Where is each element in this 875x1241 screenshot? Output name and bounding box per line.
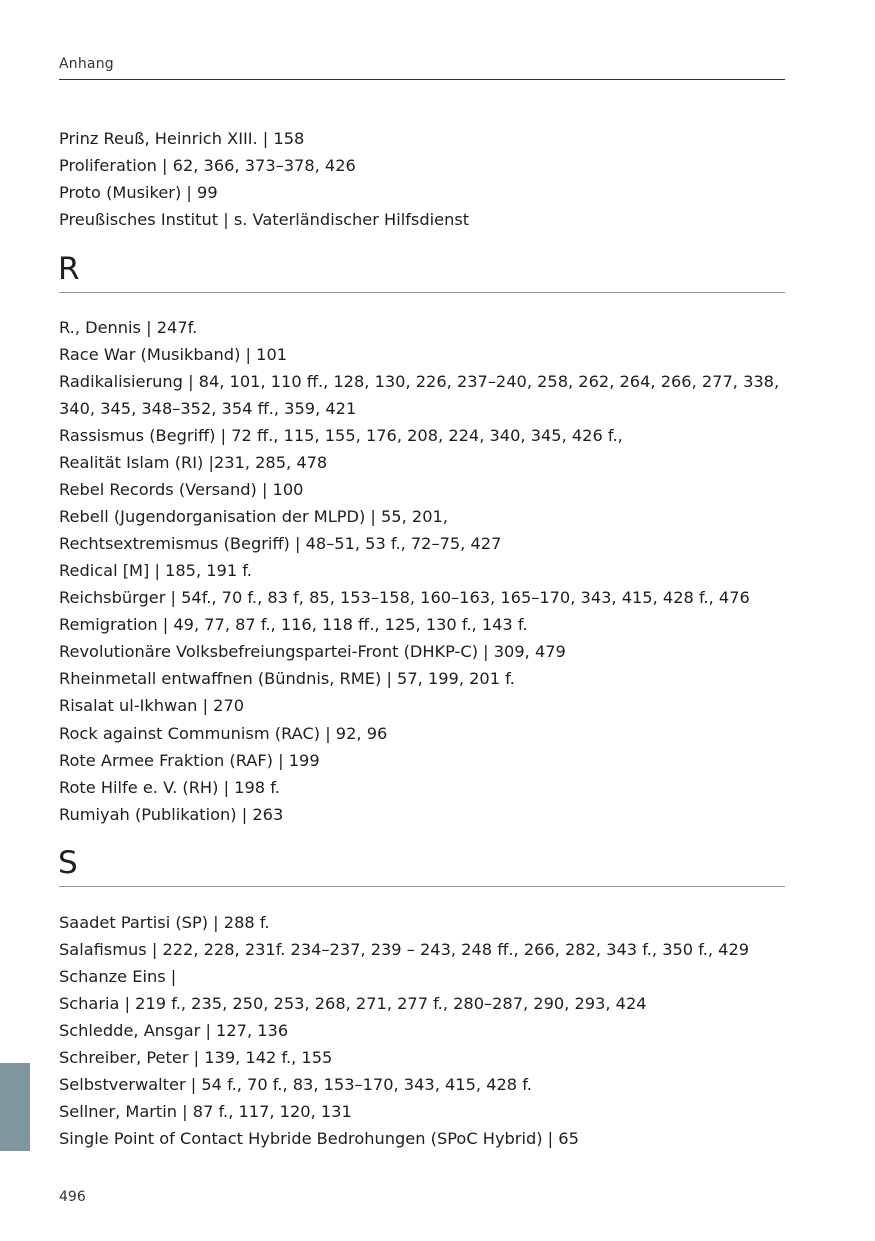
section-rule-s — [59, 886, 785, 887]
index-entry: Rote Armee Fraktion (RAF) | 199 — [59, 751, 320, 770]
section-letter-s: S — [58, 845, 78, 881]
index-entry: R., Dennis | 247f. — [59, 318, 198, 337]
section-letter-r: R — [58, 251, 80, 287]
page-number: 496 — [59, 1189, 86, 1205]
index-entry: Rebell (Jugendorganisation der MLPD) | 55, 201, — [59, 507, 448, 526]
index-entry: Race War (Musikband) | 101 — [59, 345, 288, 364]
index-entry: Rechtsextremismus (Begriff) | 48–51, 53 f., 72–75, 427 — [59, 534, 502, 553]
index-entry: Proto (Musiker) | 99 — [59, 183, 218, 202]
index-entry: Preußisches Institut | s. Vaterländischer Hilfsdienst — [59, 210, 470, 229]
index-entry: Risalat ul-Ikhwan | 270 — [59, 696, 245, 715]
index-entry: Single Point of Contact Hybride Bedrohungen (SPoC Hybrid) | 65 — [59, 1129, 579, 1148]
running-head: Anhang — [59, 56, 114, 72]
header-rule — [59, 79, 785, 80]
section-rule-r — [59, 292, 785, 293]
index-entry: Remigration | 49, 77, 87 f., 116, 118 ff., 125, 130 f., 143 f. — [59, 615, 528, 634]
index-entry: Rock against Communism (RAC) | 92, 96 — [59, 724, 388, 743]
index-entry: Schledde, Ansgar | 127, 136 — [59, 1021, 289, 1040]
index-entry: Rassismus (Begriff) | 72 ff., 115, 155, 176, 208, 224, 340, 345, 426 f., — [59, 426, 623, 445]
index-entry: Sellner, Martin | 87 f., 117, 120, 131 — [59, 1102, 352, 1121]
index-entry: Prinz Reuß, Heinrich XIII. | 158 — [59, 129, 305, 148]
index-entry: Radikalisierung | 84, 101, 110 ff., 128, 130, 226, 237–240, 258, 262, 264, 266, 277, 338, 340, 345, 348–352, 354 ff., 359, 421 — [59, 372, 780, 418]
index-entry: Realität Islam (RI) |231, 285, 478 — [59, 453, 328, 472]
index-entry: Reichsbürger | 54f., 70 f., 83 f, 85, 153–158, 160–163, 165–170, 343, 415, 428 f., 476 — [59, 588, 750, 607]
index-entry: Rebel Records (Versand) | 100 — [59, 480, 304, 499]
index-entry: Selbstverwalter | 54 f., 70 f., 83, 153–170, 343, 415, 428 f. — [59, 1075, 532, 1094]
index-entry: Rheinmetall entwaffnen (Bündnis, RME) | 57, 199, 201 f. — [59, 669, 515, 688]
index-entry: Schanze Eins | — [59, 967, 177, 986]
index-entry: Scharia | 219 f., 235, 250, 253, 268, 271, 277 f., 280–287, 290, 293, 424 — [59, 994, 647, 1013]
thumb-index-tab — [0, 1063, 30, 1151]
index-entry: Rumiyah (Publikation) | 263 — [59, 805, 284, 824]
index-entry: Rote Hilfe e. V. (RH) | 198 f. — [59, 778, 280, 797]
index-entry: Proliferation | 62, 366, 373–378, 426 — [59, 156, 356, 175]
index-entry: Schreiber, Peter | 139, 142 f., 155 — [59, 1048, 333, 1067]
index-entry: Saadet Partisi (SP) | 288 f. — [59, 913, 270, 932]
index-entry: Revolutionäre Volksbefreiungspartei-Front (DHKP-C) | 309, 479 — [59, 642, 566, 661]
index-entry: Redical [M] | 185, 191 f. — [59, 561, 252, 580]
index-entry: Salafismus | 222, 228, 231f. 234–237, 239 – 243, 248 ff., 266, 282, 343 f., 350 f., 429 — [59, 940, 750, 959]
